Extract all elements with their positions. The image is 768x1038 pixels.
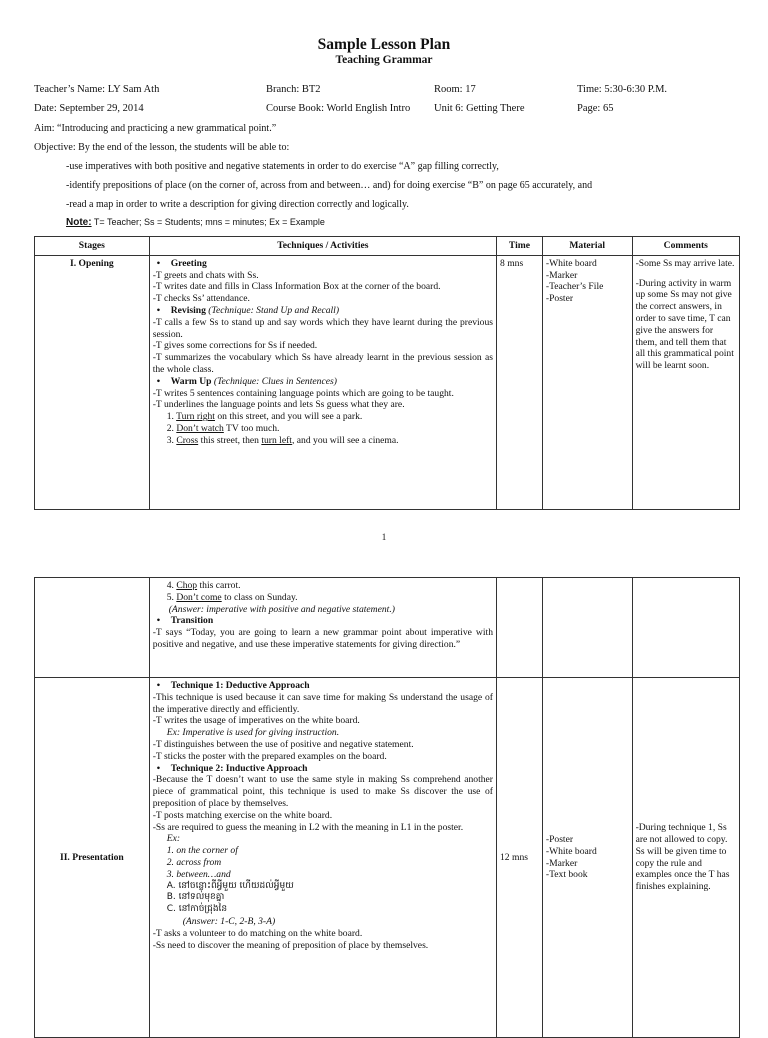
khmer-phrase: A. នៅចន្លោះពីអ្វីមួយ ហើយដល់អ្វីមួយ bbox=[166, 880, 294, 891]
activity-line: -T summarizes the vocabulary which Ss have already learnt in the previous session as the whole class. bbox=[152, 352, 493, 375]
material-item: -White board bbox=[545, 257, 597, 269]
page-subtitle: Teaching Grammar bbox=[335, 54, 433, 66]
activity-line: -T sticks the poster with the prepared examples on the board. bbox=[152, 750, 387, 762]
sentence-rest: , and you will see a cinema. bbox=[291, 434, 399, 446]
sentence-rest: this street, then bbox=[198, 434, 262, 446]
revising-label: Revising bbox=[170, 304, 206, 316]
example-sentence bbox=[153, 592, 493, 604]
warmup-technique: (Technique: Clues in Sentences) bbox=[211, 375, 337, 387]
sentence-underline: Turn right bbox=[176, 411, 215, 423]
english-phrase: 1. on the corner of bbox=[166, 845, 238, 857]
activity-line: -T writes date and fills in Class Information Box at the corner of the board. bbox=[152, 281, 441, 293]
sentence-number: 5. bbox=[166, 591, 177, 603]
objective-item: -identify prepositions of place (on the corner of, across from and between… and) for doing exercise “B” on page 65 accurately, and bbox=[66, 180, 593, 191]
teacher-name: Teacher’s Name: LY Sam Ath bbox=[34, 84, 160, 95]
material-item: -Poster bbox=[545, 833, 574, 845]
stage-presentation: II. Presentation bbox=[35, 678, 150, 1038]
presentation-activities bbox=[149, 678, 496, 1038]
room: Room: 17 bbox=[434, 84, 476, 95]
branch: Branch: BT2 bbox=[266, 84, 321, 95]
answer-note: (Answer: imperative with positive and negative statement.) bbox=[168, 603, 395, 615]
activity-line: -This technique is used because it can save time for making Ss understand the usage of the imperative directly and efficiently. bbox=[152, 691, 493, 715]
book-page: Page: 65 bbox=[577, 103, 614, 114]
sentence-rest: to class on Sunday. bbox=[221, 591, 298, 603]
activity-line: -T greets and chats with Ss. bbox=[152, 269, 259, 281]
table-header-row bbox=[35, 237, 740, 256]
sentence-underline: Don’t watch bbox=[176, 422, 224, 434]
example-sentence bbox=[153, 423, 493, 435]
warmup-label: Warm Up bbox=[170, 375, 212, 387]
comment: -Some Ss may arrive late. bbox=[635, 257, 735, 269]
table-row-opening bbox=[35, 255, 740, 509]
course-book: Course Book: World English Intro bbox=[266, 103, 411, 114]
material-item: -Marker bbox=[545, 857, 578, 869]
stage-opening: I. Opening bbox=[35, 255, 150, 509]
sentence-number: 4. bbox=[166, 580, 177, 591]
revising-heading bbox=[153, 305, 493, 317]
sentence-underline: turn left bbox=[261, 434, 292, 446]
answer-note: (Answer: 1-C, 2-B, 3-A) bbox=[182, 915, 276, 927]
example-line: Ex: Imperative is used for giving instruction. bbox=[166, 727, 340, 739]
header-comments: Comments bbox=[632, 237, 739, 256]
comments-empty bbox=[632, 578, 739, 678]
activity-line: -T says “Today, you are going to learn a new grammar point about imperative with positive and negative, and use these imperative statements for giving direction.” bbox=[152, 627, 493, 650]
objective-item: -use imperatives with both positive and negative statements in order to do exercise “A” gap filling correctly, bbox=[66, 161, 499, 172]
example-sentence bbox=[153, 435, 493, 447]
warmup-heading bbox=[153, 376, 493, 388]
table-row-presentation bbox=[35, 678, 740, 1038]
sentence-number: 2. bbox=[166, 422, 177, 434]
activity-line: -Because the T doesn’t want to use the same style in making Ss comprehend another piece of grammatical point, this technique is used to make Ss discover the use of preposition of place by themselves. bbox=[152, 774, 493, 809]
english-phrase: 3. between…and bbox=[166, 868, 231, 880]
material-item: -Teacher’s File bbox=[545, 281, 604, 293]
presentation-time: 12 mns bbox=[497, 678, 543, 1038]
opening-activities bbox=[149, 255, 496, 509]
header-material: Material bbox=[542, 237, 632, 256]
unit: Unit 6: Getting There bbox=[434, 103, 525, 114]
greeting-heading: • Greeting bbox=[153, 258, 493, 270]
material-item: -Text book bbox=[545, 869, 588, 881]
header-stages: Stages bbox=[35, 237, 150, 256]
sentence-rest: this carrot. bbox=[197, 580, 241, 591]
khmer-phrase: B. នៅទល់មុខគ្នា bbox=[166, 892, 225, 903]
class-time: Time: 5:30-6:30 P.M. bbox=[577, 84, 668, 95]
page-number: 1 bbox=[381, 532, 387, 542]
english-phrase: 2. across from bbox=[166, 856, 222, 868]
activity-line: -T distinguishes between the use of positive and negative statement. bbox=[152, 738, 414, 750]
note-label: Note: bbox=[66, 217, 92, 228]
objective-item: -read a map in order to write a description for giving direction correctly and logically. bbox=[66, 199, 409, 210]
activity-line: -T underlines the language points and lets Ss guess what they are. bbox=[152, 399, 405, 411]
lesson-date: Date: September 29, 2014 bbox=[34, 103, 144, 114]
sentence-number: 1. bbox=[166, 411, 177, 423]
note-text: T= Teacher; Ss = Students; mns = minutes; Ex = Example bbox=[91, 217, 325, 227]
activity-line: -T posts matching exercise on the white board. bbox=[152, 809, 333, 821]
material-item: -Marker bbox=[545, 269, 578, 281]
objective: Objective: By the end of the lesson, the students will be able to: bbox=[34, 142, 290, 153]
continued-activities bbox=[149, 578, 496, 678]
page-title: Sample Lesson Plan bbox=[317, 36, 451, 53]
opening-time: 8 mns bbox=[497, 255, 543, 509]
activity-line: -Ss need to discover the meaning of preposition of place by themselves. bbox=[152, 939, 429, 951]
khmer-phrase: C. នៅកាច់ជ្រុងនៃ bbox=[166, 904, 228, 915]
example-sentence bbox=[153, 411, 493, 423]
sentence-underline: Cross bbox=[176, 434, 199, 446]
stage-empty bbox=[35, 578, 150, 678]
header-time: Time bbox=[497, 237, 543, 256]
transition-heading: • Transition bbox=[153, 615, 493, 627]
opening-material bbox=[542, 255, 632, 509]
technique-1-heading: • Technique 1: Deductive Approach bbox=[153, 680, 493, 692]
example-label: Ex: bbox=[166, 833, 181, 845]
opening-comments bbox=[632, 255, 739, 509]
revising-technique: (Technique: Stand Up and Recall) bbox=[205, 304, 340, 316]
sentence-number: 3. bbox=[166, 434, 177, 446]
table-row-opening-continued bbox=[35, 578, 740, 678]
material-item: -White board bbox=[545, 845, 597, 857]
presentation-comments: -During technique 1, Ss are not allowed to copy. Ss will be given time to copy the rule and examples once the T has finishes explaining. bbox=[632, 678, 739, 1038]
time-empty bbox=[497, 578, 543, 678]
material-empty bbox=[542, 578, 632, 678]
sentence-rest: on this street, and you will see a park. bbox=[214, 411, 363, 423]
aim: Aim: “Introducing and practicing a new grammatical point.” bbox=[34, 123, 277, 134]
sentence-underline: Chop bbox=[176, 580, 198, 591]
activity-line: -T gives some corrections for Ss if needed. bbox=[152, 340, 318, 352]
comment: -During activity in warm up some Ss may not give the correct answers, in order to save time, T can give the answers for them, and tell them that all this grammatical point will be learnt soon. bbox=[635, 277, 734, 372]
material-item: -Poster bbox=[545, 293, 574, 305]
example-sentence bbox=[153, 580, 493, 592]
abbreviation-note bbox=[66, 217, 325, 228]
lesson-table bbox=[34, 236, 740, 510]
lesson-table-continued bbox=[34, 577, 740, 1038]
activity-line: -T asks a volunteer to do matching on the white board. bbox=[152, 927, 363, 939]
sentence-underline: Don’t come bbox=[176, 591, 222, 603]
sentence-rest: TV too much. bbox=[223, 422, 280, 434]
activity-line: -T checks Ss’ attendance. bbox=[152, 293, 250, 305]
activity-line: -T writes the usage of imperatives on the white board. bbox=[152, 715, 360, 727]
activity-line: -Ss are required to guess the meaning in L2 with the meaning in L1 in the poster. bbox=[152, 821, 464, 833]
header-activities: Techniques / Activities bbox=[149, 237, 496, 256]
activity-line: -T writes 5 sentences containing language points which are going to be taught. bbox=[152, 387, 454, 399]
technique-2-heading: • Technique 2: Inductive Approach bbox=[153, 763, 493, 775]
presentation-material bbox=[542, 678, 632, 1038]
activity-line: -T calls a few Ss to stand up and say words which they have learnt during the previous session. bbox=[152, 316, 493, 340]
